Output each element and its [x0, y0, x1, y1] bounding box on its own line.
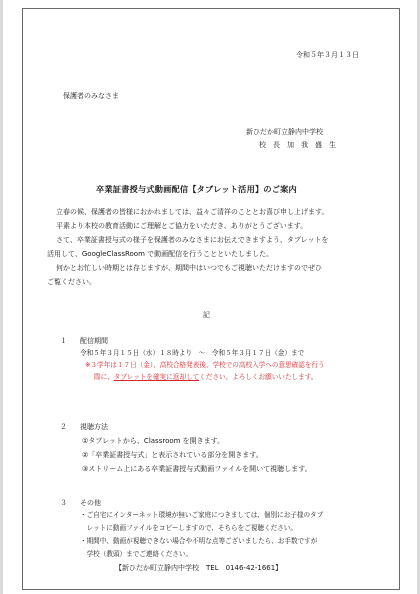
body-line: さて、卒業証書授与式の様子を保護者のみなさまにお伝えできますよう、タブレットを [56, 236, 329, 244]
body-line: 活用して、GoogleClassRoom で動画配信を行うことといたしました。 [47, 250, 274, 258]
document-date: 令和５年３月１３日 [296, 51, 359, 59]
contact-info: 【新ひだか町立静内中学校 TEL 0146-42-1661】 [115, 564, 283, 572]
body-line: 立春の候、保護者の皆様におかれましては、益々ご清祥のこととお喜び申し上げます。 [56, 208, 329, 216]
return-notice-line1: ※３学年は１７日（金）、高校合格発表後、学校での高校入学への意思確認を行う [85, 361, 325, 369]
other-note-line: ・ご自宅にインターネット環境が無いご家庭につきましては、個別にお子様のタブ [80, 511, 324, 519]
other-note-line: ・期間中、動画が視聴できない場合や不明な点等ございましたら、お手数ですが [80, 537, 318, 545]
school-name: 新ひだか町立静内中学校 [246, 128, 323, 136]
section-number: １ [60, 337, 67, 345]
scan-edge-left [0, 0, 3, 594]
ki-heading: 記 [203, 311, 210, 319]
delivery-period: 令和５年３月１５日（水）１８時より 〜 令和５年３月１７日（金）まで [80, 349, 305, 357]
body-line: ご覧ください。 [47, 278, 96, 286]
viewing-step: ③ストリーム上にある卒業証書授与式動画ファイルを開いて視聴します。 [82, 465, 312, 473]
body-line: 何かとお忙しい時期とは存じますが、期間中はいつでもご視聴いただけますのでぜひ [56, 264, 322, 272]
viewing-step: ①タブレットから、Classroom を開きます。 [82, 437, 225, 445]
return-tablet-emphasis: タブレットを確実に返却して [113, 373, 200, 381]
return-notice-line2: 際に、タブレットを確実に返却してください。よろしくお願いいたします。 [94, 373, 318, 381]
section-number: ２ [60, 423, 67, 431]
viewing-step: ②「卒業証書授与式」と表示されている部分を開きます。 [82, 451, 263, 459]
section-heading: 視聴方法 [80, 423, 108, 431]
document-title: 卒業証書授与式動画配信【タブレット活用】のご案内 [96, 184, 297, 194]
other-note-line: レットに動画ファイルをコピーしますので、そちらをご視聴ください。 [80, 524, 297, 532]
addressee: 保護者のみなさま [63, 92, 119, 100]
section-heading: 配信期間 [80, 337, 108, 345]
principal-name: 校 長 加 我 盛 生 [259, 141, 336, 149]
other-note-line: 学校（教頭）までご連絡ください。 [80, 550, 193, 558]
body-line: 平素より本校の教育活動にご理解とご協力をいただき、ありがとうございます。 [56, 222, 308, 230]
section-heading: その他 [80, 499, 101, 507]
section-number: ３ [60, 499, 67, 507]
